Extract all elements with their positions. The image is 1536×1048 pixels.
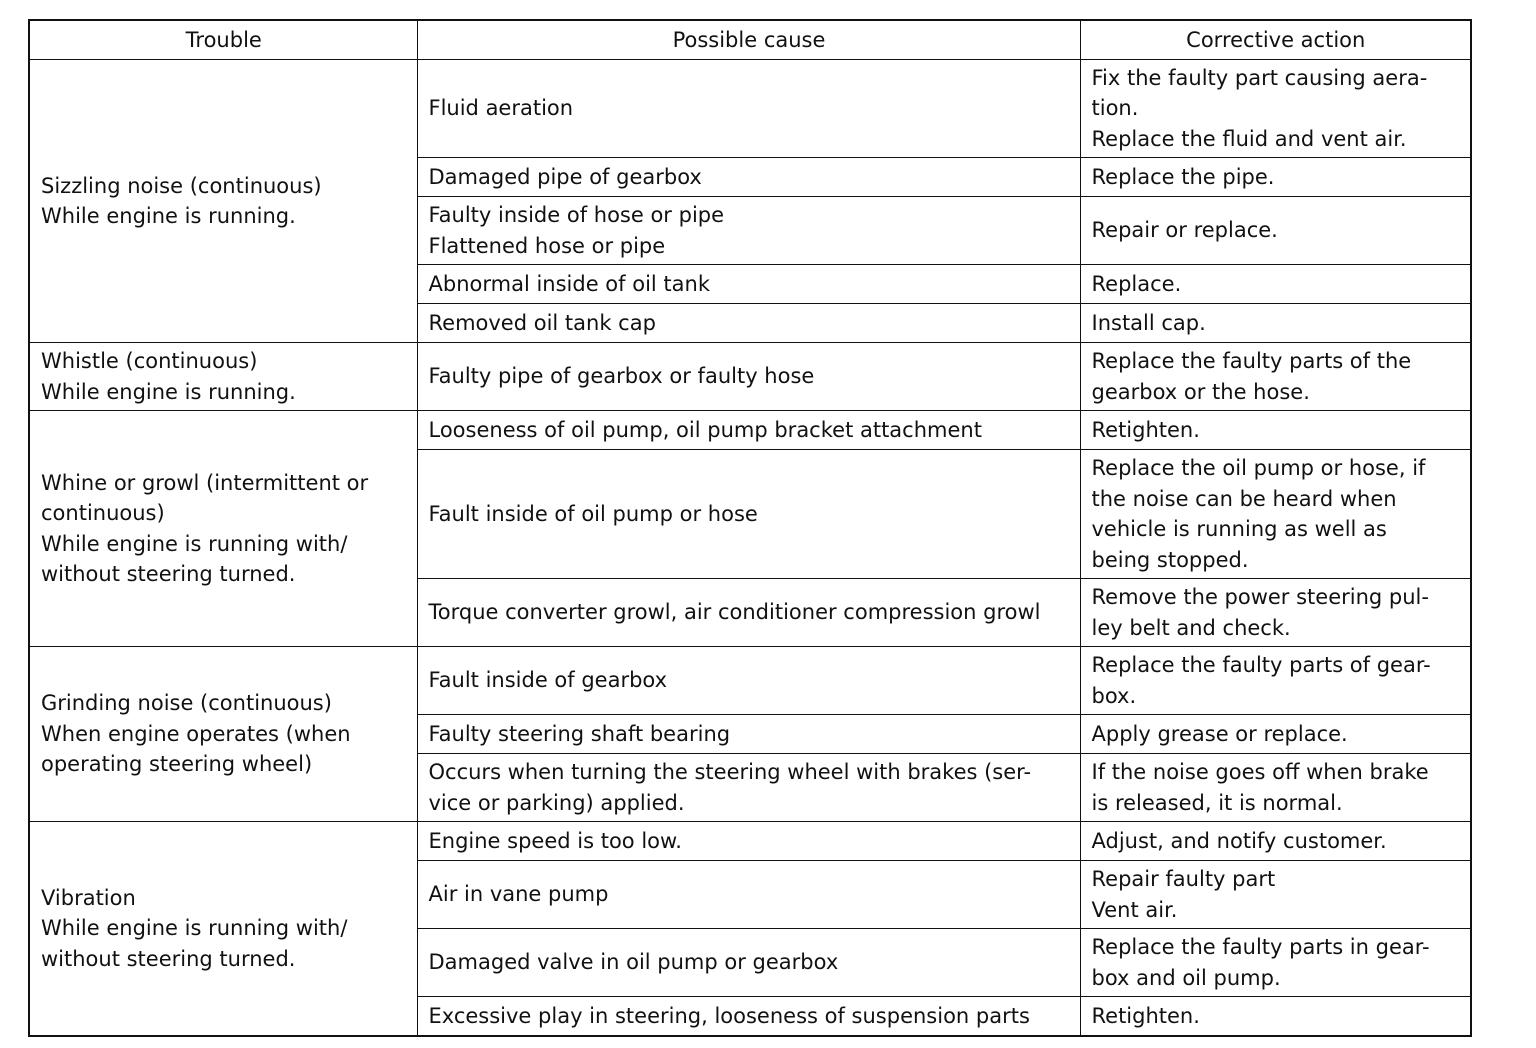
cause-cell: Abnormal inside of oil tank: [417, 265, 1080, 304]
cause-cell: Removed oil tank cap: [417, 304, 1080, 343]
cause-cell: Faulty pipe of gearbox or faulty hose: [417, 343, 1080, 411]
action-cell: Replace the faulty parts of the gearbox or the hose.: [1080, 343, 1471, 411]
trouble-cell: Whistle (continuous) While engine is running.: [29, 343, 417, 411]
action-cell: Repair faulty part Vent air.: [1080, 861, 1471, 929]
cause-cell: Air in vane pump: [417, 861, 1080, 929]
cause-cell: Faulty inside of hose or pipe Flattened hose or pipe: [417, 197, 1080, 265]
cause-cell: Damaged pipe of gearbox: [417, 158, 1080, 197]
header-trouble: Trouble: [29, 20, 417, 60]
action-cell: Retighten.: [1080, 411, 1471, 450]
cause-cell: Torque converter growl, air conditioner compression growl: [417, 579, 1080, 647]
action-cell: Fix the faulty part causing aera- tion. Replace the fluid and vent air.: [1080, 60, 1471, 158]
action-cell: Replace the oil pump or hose, if the noise can be heard when vehicle is running as well as being stopped.: [1080, 450, 1471, 579]
table-row: [29, 822, 1471, 861]
table-row: [29, 343, 1471, 411]
cause-cell: Excessive play in steering, looseness of suspension parts: [417, 997, 1080, 1037]
cause-cell: Faulty steering shaft bearing: [417, 715, 1080, 754]
action-cell: Replace the faulty parts of gear- box.: [1080, 647, 1471, 715]
trouble-cell: Whine or growl (intermittent or continuous) While engine is running with/ without steering turned.: [29, 411, 417, 647]
action-cell: Apply grease or replace.: [1080, 715, 1471, 754]
action-cell: Replace the faulty parts in gear- box and oil pump.: [1080, 929, 1471, 997]
action-cell: Adjust, and notify customer.: [1080, 822, 1471, 861]
header-corrective-action: Corrective action: [1080, 20, 1471, 60]
action-cell: Retighten.: [1080, 997, 1471, 1037]
action-cell: If the noise goes off when brake is released, it is normal.: [1080, 754, 1471, 822]
cause-cell: Occurs when turning the steering wheel with brakes (ser- vice or parking) applied.: [417, 754, 1080, 822]
trouble-cell: Sizzling noise (continuous) While engine is running.: [29, 60, 417, 343]
action-cell: Replace.: [1080, 265, 1471, 304]
table-row: [29, 60, 1471, 158]
cause-cell: Fluid aeration: [417, 60, 1080, 158]
table-header-row: [29, 20, 1471, 60]
cause-cell: Fault inside of oil pump or hose: [417, 450, 1080, 579]
header-possible-cause: Possible cause: [417, 20, 1080, 60]
table-row: [29, 647, 1471, 715]
cause-cell: Damaged valve in oil pump or gearbox: [417, 929, 1080, 997]
action-cell: Repair or replace.: [1080, 197, 1471, 265]
cause-cell: Fault inside of gearbox: [417, 647, 1080, 715]
trouble-cell: Vibration While engine is running with/ without steering turned.: [29, 822, 417, 1037]
action-cell: Replace the pipe.: [1080, 158, 1471, 197]
action-cell: Install cap.: [1080, 304, 1471, 343]
cause-cell: Engine speed is too low.: [417, 822, 1080, 861]
trouble-cell: Grinding noise (continuous) When engine operates (when operating steering wheel): [29, 647, 417, 822]
cause-cell: Looseness of oil pump, oil pump bracket attachment: [417, 411, 1080, 450]
troubleshooting-table: [28, 19, 1472, 1037]
action-cell: Remove the power steering pul- ley belt and check.: [1080, 579, 1471, 647]
table-row: [29, 411, 1471, 450]
